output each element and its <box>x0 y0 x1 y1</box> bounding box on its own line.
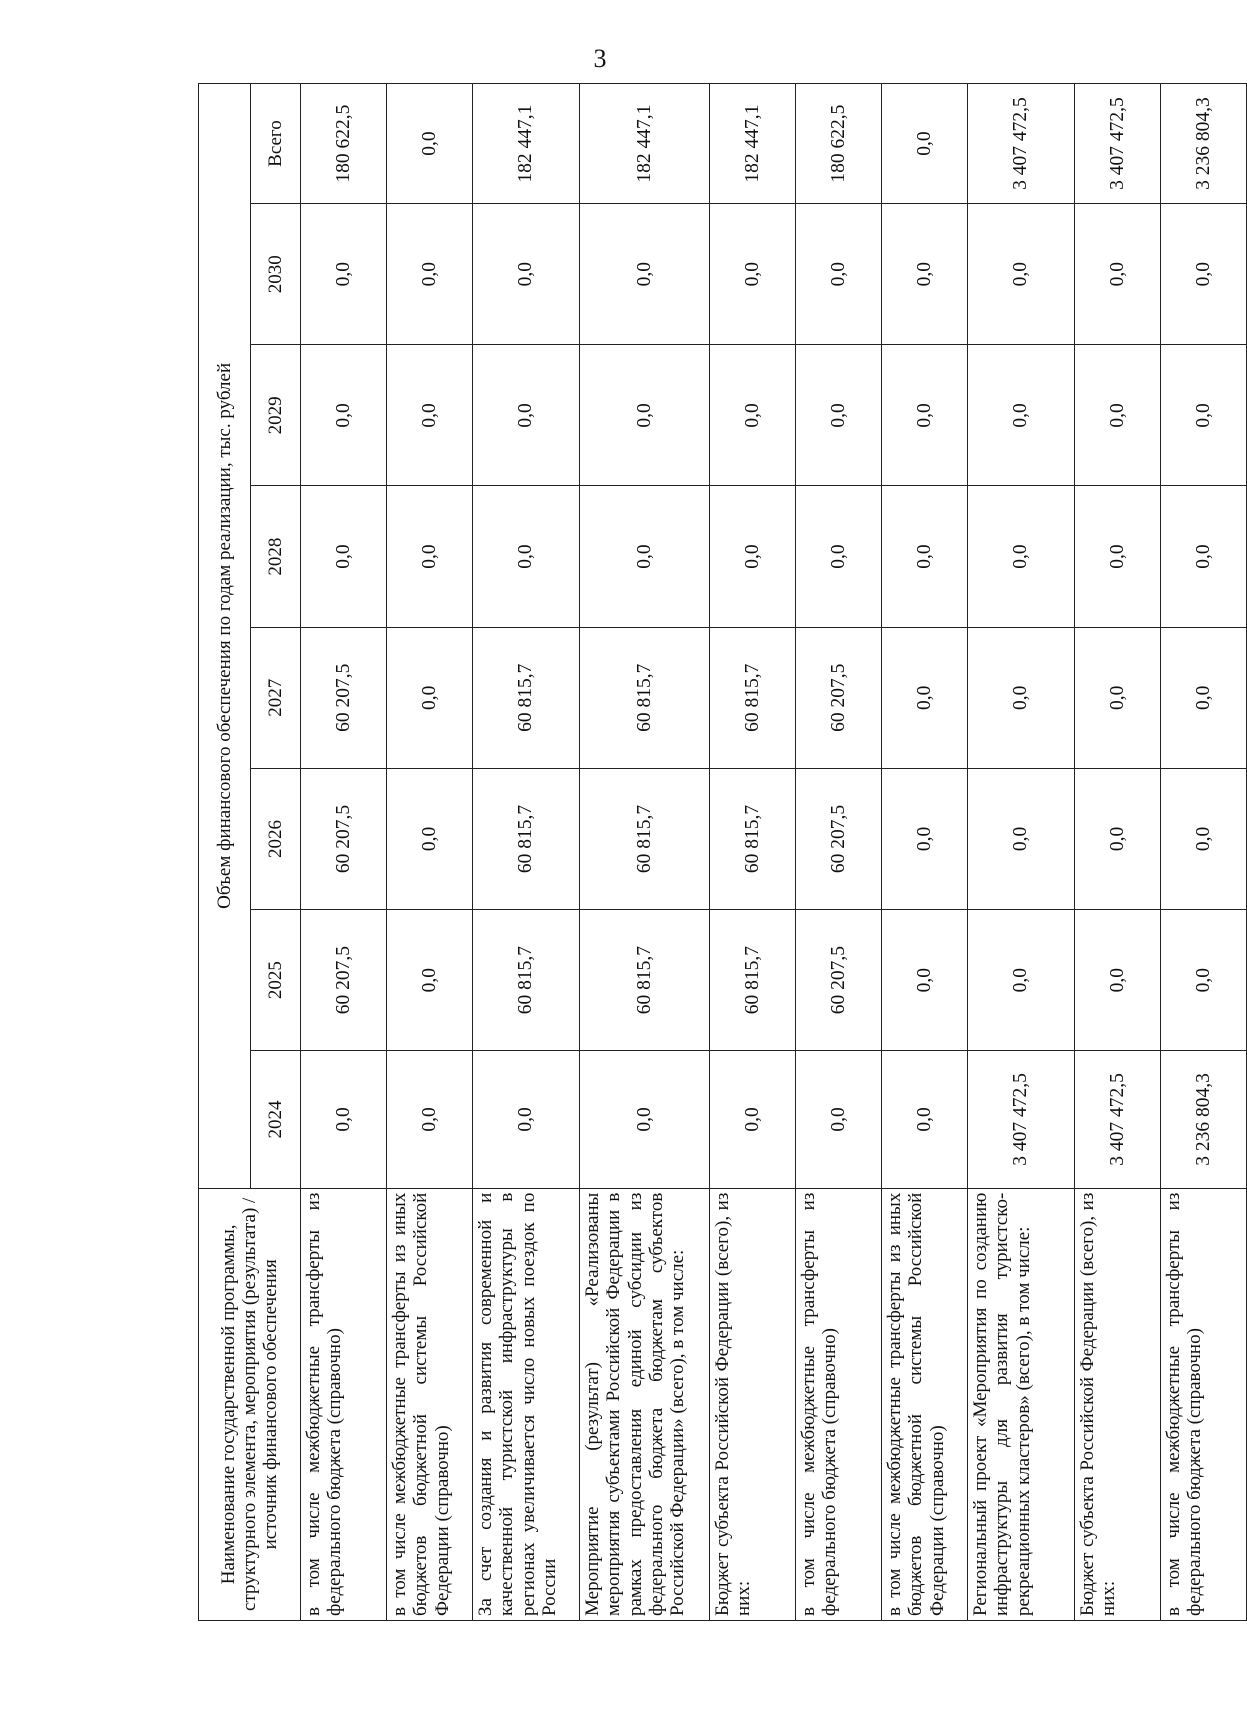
row-value: 0,0 <box>796 1051 882 1188</box>
row-value: 0,0 <box>301 345 387 486</box>
row-value: 0,0 <box>882 1051 968 1188</box>
table-row <box>710 84 796 1621</box>
row-value: 60 207,5 <box>796 910 882 1051</box>
row-value: 0,0 <box>301 486 387 627</box>
header-year: 2026 <box>251 768 301 909</box>
table-row <box>968 84 1075 1621</box>
financing-table <box>198 83 1247 1621</box>
row-value: 0,0 <box>473 204 580 345</box>
table-row <box>301 84 387 1621</box>
row-total: 180 622,5 <box>301 84 387 204</box>
row-value: 3 407 472,5 <box>968 1051 1075 1188</box>
row-value: 0,0 <box>387 768 473 909</box>
row-value: 60 815,7 <box>580 768 710 909</box>
row-value: 0,0 <box>387 204 473 345</box>
row-value: 0,0 <box>1161 768 1247 909</box>
row-value: 0,0 <box>1075 768 1161 909</box>
row-total: 180 622,5 <box>796 84 882 204</box>
row-value: 0,0 <box>796 204 882 345</box>
row-total: 182 447,1 <box>710 84 796 204</box>
row-value: 0,0 <box>968 486 1075 627</box>
row-value: 0,0 <box>580 1051 710 1188</box>
row-name: в том числе межбюджетные трансферты из иных бюджетов бюджетной системы Российской Федерации (справочно) <box>387 1188 473 1620</box>
table-row <box>1075 84 1161 1621</box>
row-value: 0,0 <box>710 204 796 345</box>
row-name: в том числе межбюджетные трансферты из иных бюджетов бюджетной системы Российской Федерации (справочно) <box>882 1188 968 1620</box>
row-value: 0,0 <box>473 345 580 486</box>
table-row <box>1161 84 1247 1621</box>
row-value: 0,0 <box>882 204 968 345</box>
table-row <box>580 84 710 1621</box>
row-value: 0,0 <box>580 486 710 627</box>
header-total: Всего <box>251 84 301 204</box>
row-value: 0,0 <box>882 910 968 1051</box>
row-value: 0,0 <box>968 204 1075 345</box>
row-value: 0,0 <box>710 486 796 627</box>
row-value: 60 207,5 <box>301 768 387 909</box>
header-year: 2025 <box>251 910 301 1051</box>
row-value: 60 207,5 <box>796 768 882 909</box>
header-year: 2028 <box>251 486 301 627</box>
row-value: 0,0 <box>387 627 473 768</box>
row-value: 0,0 <box>968 627 1075 768</box>
row-value: 60 815,7 <box>473 627 580 768</box>
table-body <box>301 84 1247 1621</box>
row-name: За счет создания и развития современной и качественной туристской инфраструктуры в регионах увеличивается число новых поездок по России <box>473 1188 580 1620</box>
row-value: 0,0 <box>301 204 387 345</box>
table-row <box>387 84 473 1621</box>
row-value: 0,0 <box>301 1051 387 1188</box>
row-value: 0,0 <box>710 345 796 486</box>
row-value: 60 815,7 <box>710 910 796 1051</box>
row-value: 60 815,7 <box>580 627 710 768</box>
row-value: 0,0 <box>796 345 882 486</box>
row-value: 0,0 <box>882 627 968 768</box>
row-value: 0,0 <box>1161 345 1247 486</box>
page-number: 3 <box>593 44 607 73</box>
header-year: 2027 <box>251 627 301 768</box>
row-value: 0,0 <box>580 345 710 486</box>
row-value: 0,0 <box>882 486 968 627</box>
table-row <box>882 84 968 1621</box>
row-total: 0,0 <box>882 84 968 204</box>
row-total: 3 236 804,3 <box>1161 84 1247 204</box>
row-value: 60 207,5 <box>301 627 387 768</box>
row-total: 3 407 472,5 <box>1075 84 1161 204</box>
row-value: 60 815,7 <box>580 910 710 1051</box>
row-value: 0,0 <box>473 1051 580 1188</box>
row-value: 60 815,7 <box>473 910 580 1051</box>
row-value: 0,0 <box>1161 486 1247 627</box>
row-value: 60 815,7 <box>473 768 580 909</box>
row-value: 0,0 <box>796 486 882 627</box>
row-total: 182 447,1 <box>473 84 580 204</box>
row-value: 0,0 <box>1075 486 1161 627</box>
row-value: 0,0 <box>882 768 968 909</box>
row-value: 0,0 <box>882 345 968 486</box>
row-value: 0,0 <box>1075 345 1161 486</box>
row-total: 0,0 <box>387 84 473 204</box>
row-total: 182 447,1 <box>580 84 710 204</box>
row-value: 0,0 <box>473 486 580 627</box>
row-value: 0,0 <box>580 204 710 345</box>
row-value: 0,0 <box>387 486 473 627</box>
header-year: 2024 <box>251 1051 301 1188</box>
header-group-title: Объем финансового обеспечения по годам реализации, тыс. рублей <box>199 84 251 1189</box>
row-value: 0,0 <box>387 345 473 486</box>
row-name: Мероприятие (результат) «Реализованы мероприятия субъектами Российской Федерации в рамках предоставления единой субсидии из федерального бюджета бюджетам субъектов Российской Федерации» (всего), в том числе: <box>580 1188 710 1620</box>
row-value: 60 207,5 <box>796 627 882 768</box>
header-name-column: Наименование государственной программы, структурного элемента, мероприятия (результата) / источник финансового обеспечения <box>199 1188 301 1620</box>
row-value: 60 815,7 <box>710 627 796 768</box>
row-value: 0,0 <box>1075 910 1161 1051</box>
row-value: 0,0 <box>1075 204 1161 345</box>
row-value: 0,0 <box>387 910 473 1051</box>
row-name: Бюджет субъекта Российской Федерации (всего), из них: <box>1075 1188 1161 1620</box>
header-year: 2030 <box>251 204 301 345</box>
table-row <box>796 84 882 1621</box>
row-value: 0,0 <box>1161 910 1247 1051</box>
row-value: 60 815,7 <box>710 768 796 909</box>
row-name: в том числе межбюджетные трансферты из федерального бюджета (справочно) <box>1161 1188 1247 1620</box>
row-total: 3 407 472,5 <box>968 84 1075 204</box>
row-value: 0,0 <box>710 1051 796 1188</box>
row-value: 60 207,5 <box>301 910 387 1051</box>
row-value: 0,0 <box>968 910 1075 1051</box>
row-name: Бюджет субъекта Российской Федерации (всего), из них: <box>710 1188 796 1620</box>
row-value: 3 407 472,5 <box>1075 1051 1161 1188</box>
row-value: 0,0 <box>387 1051 473 1188</box>
row-name: в том числе межбюджетные трансферты из федерального бюджета (справочно) <box>796 1188 882 1620</box>
header-year: 2029 <box>251 345 301 486</box>
row-name: Региональный проект «Мероприятия по созданию инфраструктуры для развития туристско-рекреационных кластеров» (всего), в том числе: <box>968 1188 1075 1620</box>
row-value: 0,0 <box>1161 204 1247 345</box>
row-value: 0,0 <box>968 345 1075 486</box>
financing-table-rotated <box>198 83 1214 1621</box>
row-value: 0,0 <box>1161 627 1247 768</box>
row-value: 0,0 <box>1075 627 1161 768</box>
row-name: в том числе межбюджетные трансферты из федерального бюджета (справочно) <box>301 1188 387 1620</box>
row-value: 0,0 <box>968 768 1075 909</box>
row-value: 3 236 804,3 <box>1161 1051 1247 1188</box>
table-row <box>473 84 580 1621</box>
